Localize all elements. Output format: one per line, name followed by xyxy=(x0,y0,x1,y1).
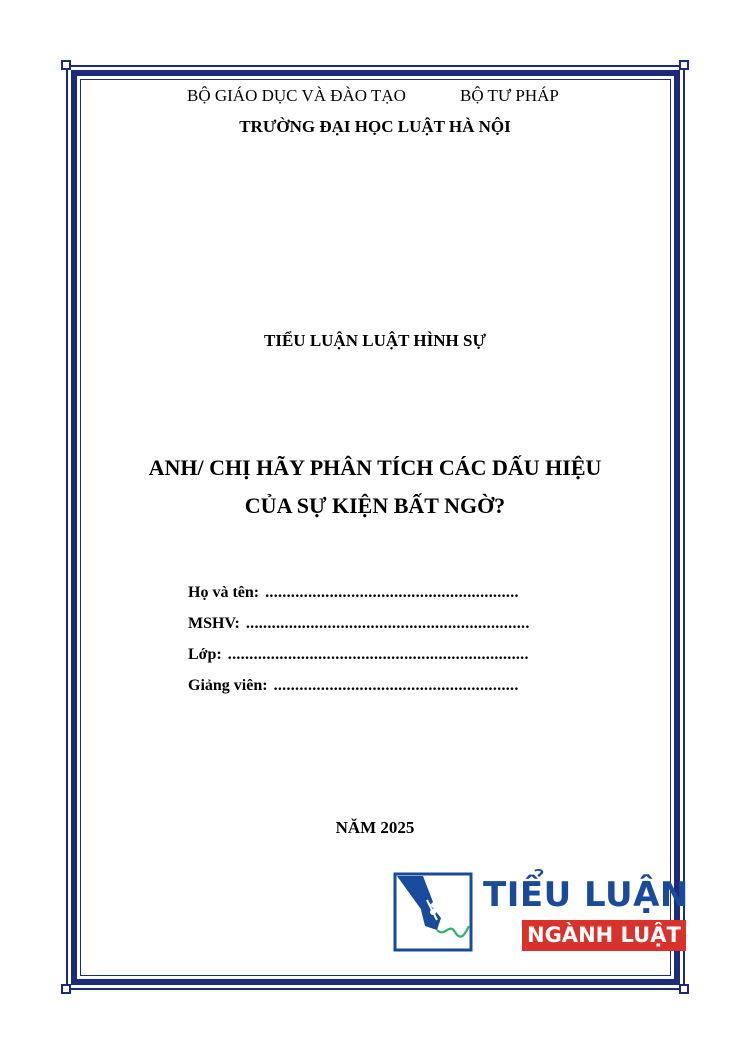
field-student-id xyxy=(188,615,548,646)
field-label: Họ và tên: xyxy=(188,584,260,601)
field-fill-line: ......................................................... xyxy=(273,677,519,694)
topic-line-1: ANH/ CHỊ HÃY PHÂN TÍCH CÁC DẤU HIỆU xyxy=(148,455,602,480)
border-corner-bottom-left xyxy=(61,984,71,994)
site-logo xyxy=(393,872,689,954)
field-fill-line: ........................................................... xyxy=(265,584,519,601)
logo-title: TIỂU LUẬN xyxy=(483,875,689,915)
border-inner-line xyxy=(80,79,671,976)
ministry-education: BỘ GIÁO DỤC VÀ ĐÀO TẠO xyxy=(187,86,406,105)
field-lecturer xyxy=(188,677,548,708)
pen-nib-icon xyxy=(393,872,473,952)
field-label: Lớp: xyxy=(188,646,222,663)
field-fill-line: .................................................................. xyxy=(245,615,530,632)
essay-type: TIỂU LUẬN LUẬT HÌNH SỰ xyxy=(264,331,486,350)
border-corner-top-right xyxy=(679,60,689,70)
field-full-name xyxy=(188,584,548,615)
field-fill-line: ...................................................................... xyxy=(227,646,529,663)
student-info-fields xyxy=(188,584,548,708)
border-corner-top-left xyxy=(61,60,71,70)
field-class xyxy=(188,646,548,677)
ministry-justice: BỘ TƯ PHÁP xyxy=(460,86,559,105)
field-label: MSHV: xyxy=(188,615,240,632)
border-corner-bottom-right xyxy=(679,984,689,994)
field-label: Giảng viên: xyxy=(188,677,268,694)
logo-subtitle: NGÀNH LUẬT xyxy=(522,920,686,951)
year: NĂM 2025 xyxy=(335,818,415,837)
university-name: TRƯỜNG ĐẠI HỌC LUẬT HÀ NỘI xyxy=(239,117,511,136)
topic-line-2: CỦA SỰ KIỆN BẤT NGỜ? xyxy=(244,493,506,518)
